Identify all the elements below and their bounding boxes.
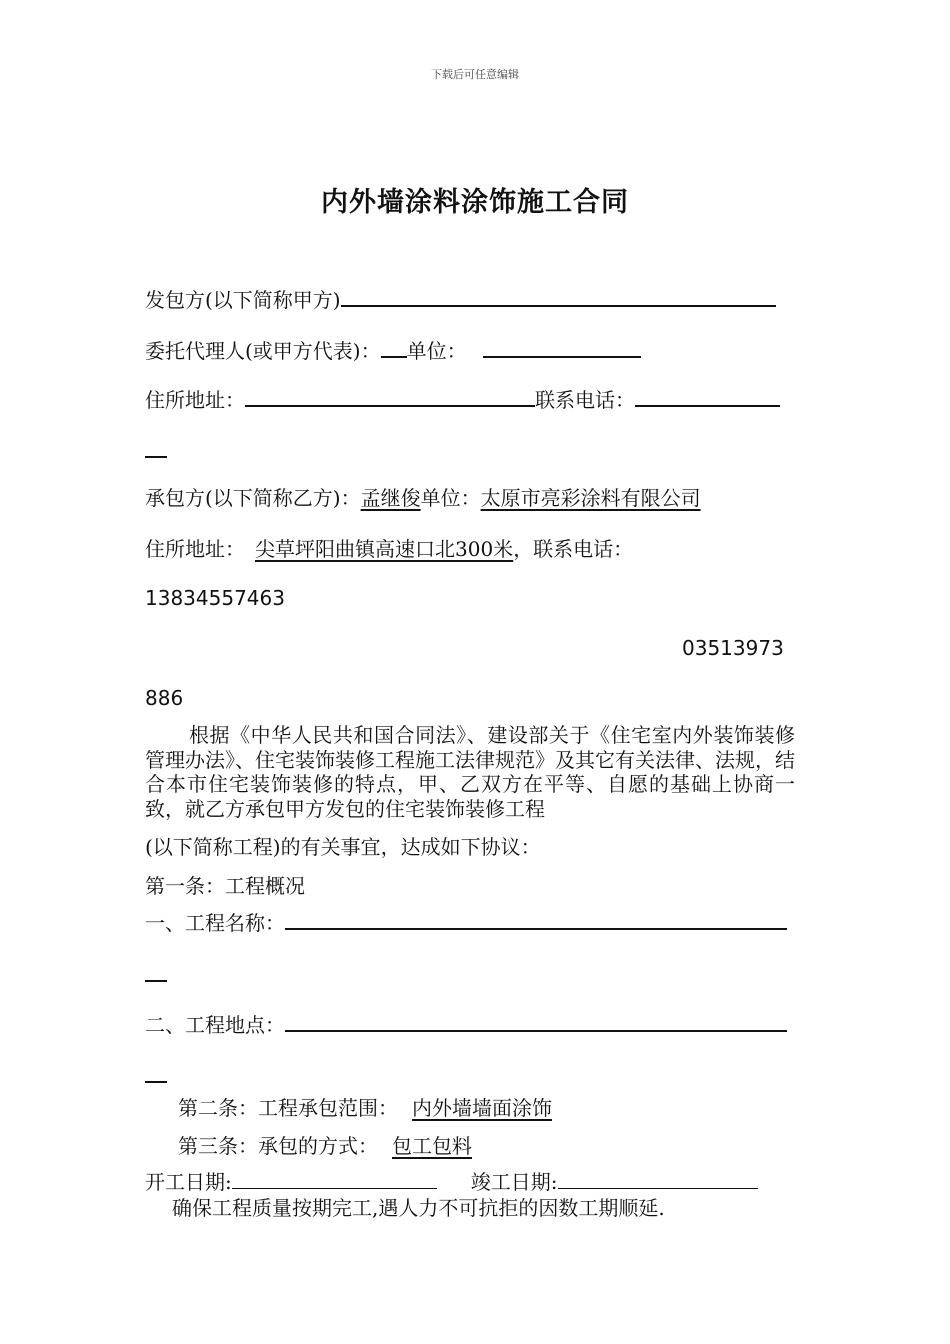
party-b-unit-value: 太原市亮彩涂料有限公司: [480, 486, 701, 510]
start-date-label: 开工日期:: [145, 1170, 232, 1194]
party-b-address-line: [145, 535, 633, 563]
page-title: 内外墙涂料涂饰施工合同: [321, 187, 629, 218]
party-b-unit-label: 单位：: [420, 486, 481, 510]
project-site-label: 二、工程地点：: [145, 1013, 285, 1037]
party-a-phone-blank-wrap: [145, 436, 167, 458]
project-name-blank: [285, 908, 787, 930]
party-b-phone-label: ，联系电话：: [513, 537, 634, 561]
project-name-blank-wrap: [145, 960, 167, 982]
article2-value: 内外墙墙面涂饰: [412, 1096, 552, 1120]
party-b-phone-1: 13834557463: [145, 586, 285, 610]
article2-label: 第二条：工程承包范围：: [178, 1096, 398, 1120]
party-b-address-label: 住所地址：: [145, 537, 245, 561]
party-b-label: 承包方(以下简称乙方)：: [145, 486, 361, 510]
agent-unit-label: 单位：: [406, 339, 467, 363]
project-site-blank: [285, 1010, 787, 1032]
party-a-blank: [341, 285, 776, 307]
project-site-blank-wrap: [145, 1061, 167, 1083]
party-a-address-label: 住所地址：: [145, 388, 245, 412]
agent-label: 委托代理人(或甲方代表)：: [145, 339, 381, 363]
preamble-text: 根据《中华人民共和国合同法》、建设部关于《住宅室内外装饰装修管理办法》、住宅装饰装修工程施工法律规范》及其它有关法律、法规，结合本市住宅装饰装修的特点，甲、乙双方在平等、自愿的基础上协商一致，就乙方承包甲方发包的住宅装饰装修工程: [145, 723, 795, 821]
preamble-tail: (以下简称工程)的有关事宜，达成如下协议：: [145, 835, 541, 859]
party-a-line: [145, 285, 776, 314]
article1-heading: 第一条：工程概况: [145, 874, 305, 898]
header-note: 下载后可任意编辑: [431, 68, 519, 81]
party-a-agent-line: [145, 336, 641, 365]
party-a-phone-wrap: [145, 436, 167, 465]
project-name-label: 一、工程名称：: [145, 911, 285, 935]
agent-unit-blank: [483, 336, 641, 358]
party-a-phone-blank: [635, 385, 780, 407]
party-b-phone-2a: 03513973: [682, 636, 784, 660]
article3-label: 第三条：承包的方式：: [178, 1134, 378, 1158]
article3-line: [178, 1132, 484, 1160]
project-site-wrap: [145, 1061, 167, 1090]
end-date-label: 竣工日期:: [470, 1170, 558, 1194]
party-a-address-line: [145, 385, 780, 414]
party-b-name: 孟继俊: [360, 486, 421, 510]
end-date-blank: [558, 1168, 758, 1189]
guarantee-text: 确保工程质量按期完工,遇人力不可抗拒的因数工期顺延.: [172, 1196, 665, 1220]
start-date-blank: [232, 1168, 437, 1189]
article1-item2: [145, 1010, 787, 1039]
project-name-wrap: [145, 960, 167, 989]
dates-line: [145, 1168, 758, 1196]
party-a-label: 发包方(以下简称甲方): [145, 288, 341, 312]
party-b-address-value: 尖草坪阳曲镇高速口北300米: [255, 537, 514, 561]
article2-line: [178, 1094, 562, 1122]
party-a-address-blank: [245, 385, 535, 407]
party-a-phone-label: 联系电话：: [535, 388, 635, 412]
agent-blank: [381, 336, 407, 358]
party-b-line: [145, 484, 701, 512]
article3-value: 包工包料: [392, 1134, 472, 1158]
article1-item1: [145, 908, 787, 937]
party-b-phone-2b: 886: [145, 686, 184, 710]
